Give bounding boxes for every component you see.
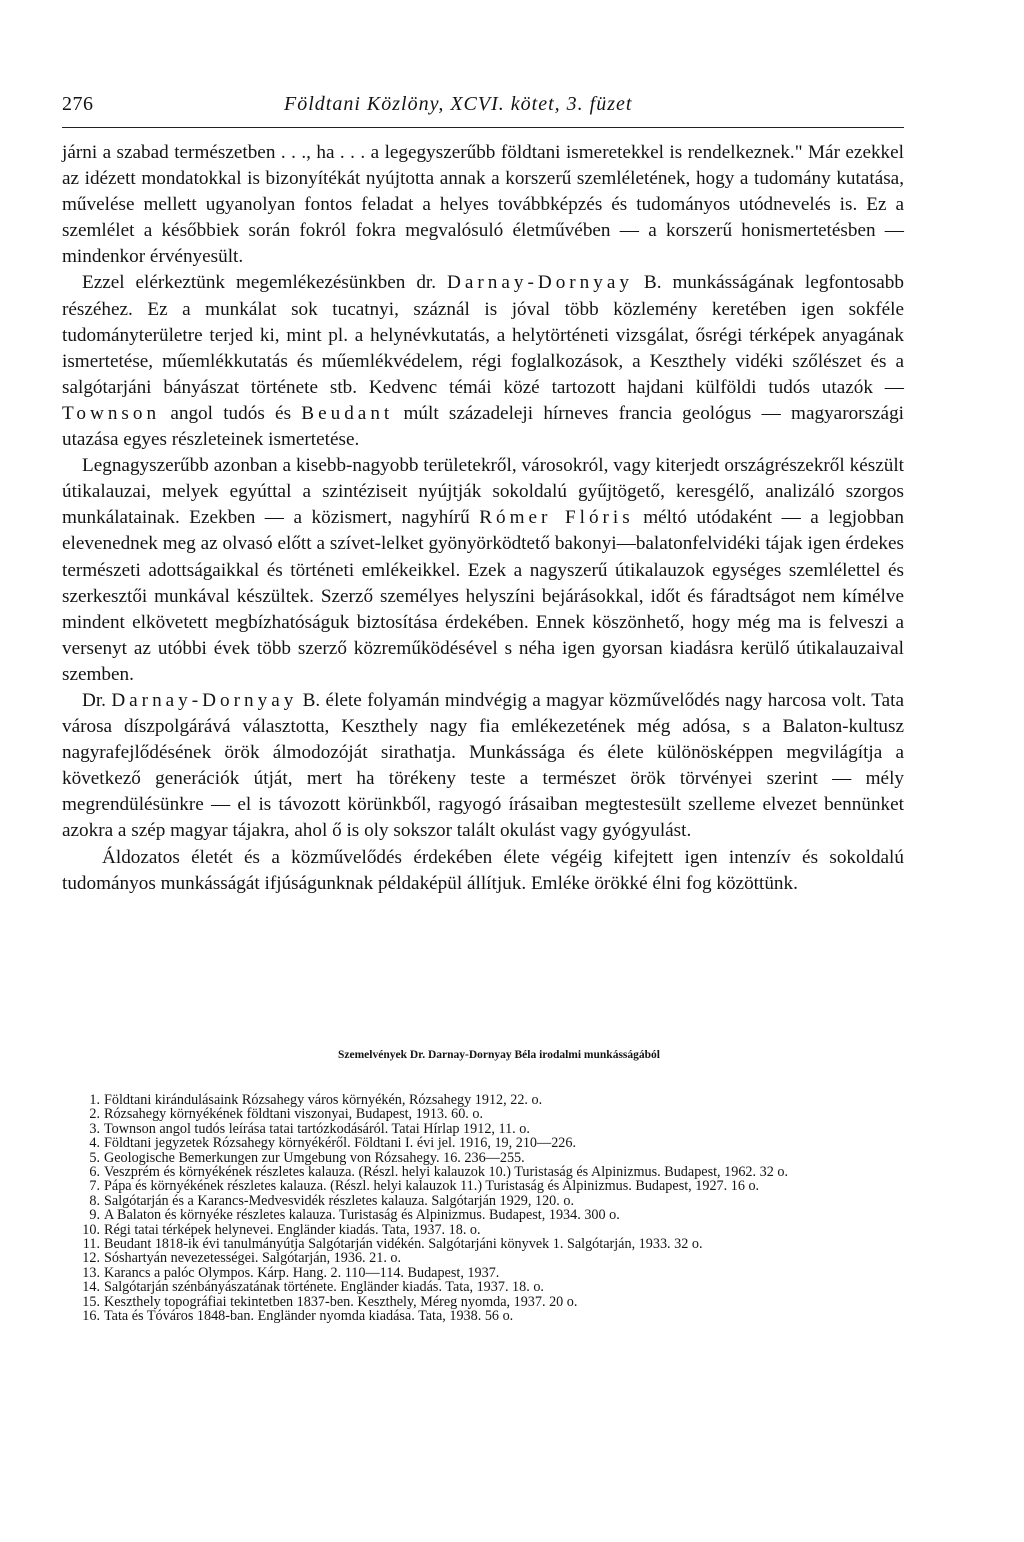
bibliography-item-text: Földtani jegyzetek Rózsahegy környékéről. Földtani I. évi jel. 1916, 19, 210—226. [104, 1135, 577, 1152]
page-number: 276 [62, 93, 94, 115]
bibliography-item [80, 1266, 904, 1280]
paragraph-3-text-a: Legnagyszerűbb azonban a kisebb-nagyobb területekről, városokról, vagy kiterjedt országrészekről készült útikalauzai, melyek egyúttal a szintéziseit nyújtják sokoldalú gyűjtögető, keresgélő, analizáló szorgos munkálatainak. Ezekben — a közismert, nagyhírű [62, 455, 904, 529]
bibliography-item [80, 1208, 904, 1222]
paragraph-2-text-b: B. munkásságának legfontosabb részéhez. Ez a munkálat sok tucatnyi, száznál is jóval több közlemény keretében igen sokféle tudományterületre terjed ki, mint pl. a helynévkutatás, a helytörténeti vizsgálat, ősrégi térképek anyagának ismertetése, műemlékkutatás és műemlékvédelem, régi foglalkozások, a Keszthely vidéki szőlészet és a salgótarjáni bányászat története stb. Kedvenc témái közé tartozott hajdani külföldi tudós utazók — [62, 272, 904, 398]
bibliography-item-number: 15 . [80, 1295, 100, 1309]
bibliography-item-number: 8 . [80, 1194, 100, 1208]
bibliography-item-text: Karancs a palóc Olympos. Kárp. Hang. 2. 110—114. Budapest, 1937. [104, 1264, 500, 1281]
bibliography-item-number: 3 . [80, 1122, 100, 1136]
bibliography-item [80, 1309, 904, 1323]
bibliography-item-number: 13 . [80, 1266, 100, 1280]
paragraph-1 [62, 140, 904, 270]
bibliography-item-text: A Balaton és környéke részletes kalauza. Turistaság és Alpinizmus. Budapest, 1934. 300 o. [104, 1207, 620, 1224]
bibliography-item [80, 1295, 904, 1309]
bibliography-item-number: 12 . [80, 1251, 100, 1265]
document-page [62, 0, 904, 1542]
paragraph-2-text-c: angol tudós és [160, 402, 302, 424]
paragraph-2-text-a: Ezzel elérkeztünk megemlékezésünkben dr. [82, 272, 447, 294]
paragraph-5-text: Áldozatos életét és a közművelődés érdekében élete végéig kifejtett igen intenzív és sokoldalú tudományos munkásságát ifjúságunknak példaképül állítjuk. Emléke örökké élni fog közöttünk. [62, 846, 904, 894]
bibliography-item-number: 10 . [80, 1223, 100, 1237]
author-name: Darnay-Dornyay [446, 272, 633, 294]
bibliography-item [80, 1107, 904, 1121]
name-beudant: Beudant [301, 402, 394, 424]
bibliography-item-number: 16 . [80, 1309, 100, 1323]
bibliography-item [80, 1251, 904, 1265]
bibliography-item-text: Tata és Tóváros 1848-ban. Engländer nyomda kiadása. Tata, 1938. 56 o. [104, 1308, 514, 1325]
bibliography-item [80, 1237, 904, 1251]
paragraph-3-text-b: méltó utódaként — a legjobban elevenednek meg az olvasó előtt a szívet-lelket gyönyörködtető bakonyi—balatonfelvidéki tájak igen érdekes természeti adottságaikkal és történeti emlékeikkel. Ezek a nagyszerű útikalauzok egységes szemlélettel és szerkesztői munkával készültek. Szerző személyes helyszíni bejárásokkal, időt és fáradtságot nem kímélve mindent elkövetett megbízhatóságuk biztosítása érdekében. Ennek köszönhető, hogy még ma is felveszi a versenyt az utóbbi évek több szerző közreműködésével s néha igen gyorsan kiadásra kerülő útikalauzaival szemben. [62, 507, 904, 685]
bibliography-item [80, 1122, 904, 1136]
name-townson: Townson [62, 402, 161, 424]
bibliography-item-number: 7 . [80, 1179, 100, 1193]
bibliography-item-text: Rózsahegy környékének földtani viszonyai, Budapest, 1913. 60. o. [104, 1106, 484, 1123]
author-name: Darnay-Dornyay [111, 689, 298, 711]
bibliography-item [80, 1136, 904, 1150]
paragraph-4 [62, 688, 904, 845]
bibliography-item-text: Földtani kirándulásaink Rózsahegy város környékén, Rózsahegy 1912, 22. o. [104, 1092, 543, 1108]
bibliography-item-number: 6 . [80, 1165, 100, 1179]
bibliography-item-number: 1 . [80, 1093, 100, 1107]
paragraph-5 [62, 845, 904, 897]
bibliography-item-text: Keszthely topográfiai tekintetben 1837-ben. Keszthely, Méreg nyomda, 1937. 20 o. [104, 1293, 578, 1310]
bibliography-list [80, 1093, 904, 1324]
paragraph-2-text-d: múlt századeleji hírneves francia geológus — magyarországi utazása egyes részleteinek ismertetése. [62, 402, 904, 451]
running-header [62, 93, 904, 123]
bibliography-item-text: Salgótarján szénbányászatának története. Engländer kiadás. Tata, 1937. 18. o. [104, 1279, 544, 1296]
bibliography-item-text: Régi tatai térképek helynevei. Engländer kiadás. Tata, 1937. 18. o. [104, 1221, 481, 1238]
paragraph-1-text: járni a szabad természetben . . ., ha . . . a legegyszerűbb földtani ismeretekkel is rendelkeznek." Már ezekkel az idézett mondatokkal is bizonyítékát nyújtotta annak a korszerű szemléletének, hogy a tudomány kutatása, művelése mellett ugyanolyan fontos feladat a helyes továbbképzés és tudományos utódnevelés is. Ez a szemlélet a későbbiek során fokról fokra megvalósuló életművében — a korszerű honismertetésben — mindenkor érvényesült. [62, 142, 904, 268]
paragraph-4-text-b: B. élete folyamán mindvégig a magyar közművelődés nagy harcosa volt. Tata városa díszpolgárává választotta, Keszthely nagy fia emlékezetének még adósa, s a Balaton-kultusz nagyrafejlődésének örök álmodozóját sirathatja. Munkássága és élete különösképpen megvilágítja a következő generációk útját, mert ha törékeny teste a természet örök törvényei szerint — mély megrendülésünkre — el is távozott körünkből, ragyogó írásaiban megtestesült szelleme elvezet bennünket azokra a szép magyar tájakra, ahol ő is oly sokszor talált okulást vagy gyógyulást. [62, 689, 905, 842]
bibliography-item-text: Townson angol tudós leírása tatai tartózkodásáról. Tatai Hírlap 1912, 11. o. [104, 1120, 530, 1137]
bibliography-item [80, 1151, 904, 1165]
bibliography-item [80, 1223, 904, 1237]
bibliography-item [80, 1179, 904, 1193]
bibliography-item-number: 11 . [80, 1237, 100, 1251]
header-rule [62, 127, 904, 128]
name-romer-floris: Rómer Flóris [479, 507, 634, 529]
bibliography-item-number: 9 . [80, 1208, 100, 1222]
bibliography-item-number: 5 . [80, 1151, 100, 1165]
bibliography-item-text: Geologische Bemerkungen zur Umgebung von Rózsahegy. 16. 236—255. [104, 1149, 525, 1166]
bibliography-item [80, 1194, 904, 1208]
bibliography-item-text: Veszprém és környékének részletes kalauza. (Részl. helyi kalauzok 10.) Turistaság és Alpinizmus. Budapest, 1962. 32 o. [104, 1164, 788, 1181]
paragraph-3 [62, 453, 904, 688]
bibliography-item-number: 2 . [80, 1107, 100, 1121]
bibliography-item [80, 1280, 904, 1294]
bibliography-item-text: Beudant 1818-ik évi tanulmányútja Salgótarján vidékén. Salgótarjáni könyvek 1. Salgótarján, 1933. 32 o. [104, 1236, 703, 1253]
bibliography-item-text: Sóshartyán nevezetességei. Salgótarján, 1936. 21. o. [104, 1250, 402, 1267]
bibliography-item-number: 4 . [80, 1136, 100, 1150]
article-body [62, 140, 904, 897]
bibliography-item-text: Pápa és környékének részletes kalauza. (Részl. helyi kalauzok 11.) Turistaság és Alpinizmus. Budapest, 1927. 16 o. [104, 1178, 760, 1195]
bibliography-item [80, 1165, 904, 1179]
bibliography-item-text: Salgótarján és a Karancs-Medvesvidék részletes kalauza. Salgótarján 1929, 120. o. [104, 1192, 574, 1209]
bibliography-heading: Szemelvények Dr. Darnay-Dornyay Béla irodalmi munkásságából [337, 1049, 660, 1061]
journal-title: Földtani Közlöny, XCVI. kötet, 3. füzet [284, 93, 633, 115]
bibliography-item-number: 14 . [80, 1280, 100, 1294]
paragraph-2 [62, 270, 904, 453]
paragraph-4-text-a: Dr. [82, 689, 112, 711]
bibliography-item [80, 1093, 904, 1107]
